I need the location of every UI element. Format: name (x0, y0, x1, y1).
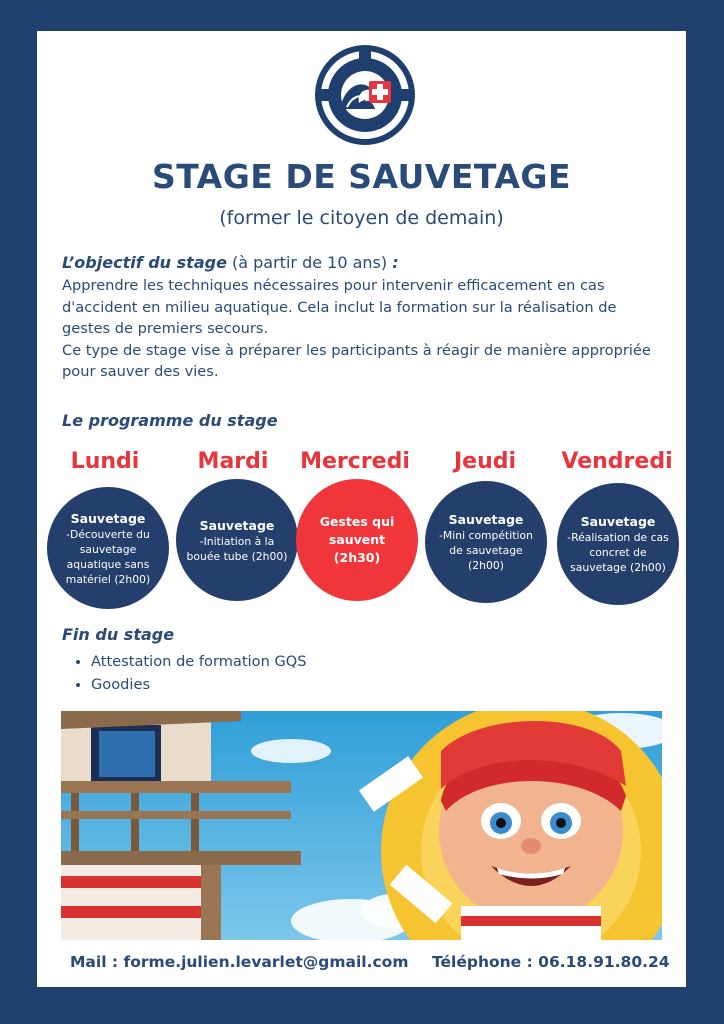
session-title: Sauvetage (199, 517, 275, 533)
list-item: • Attestation de formation GQS (91, 650, 307, 673)
objective-paragraph-2: Ce type de stage vise à préparer les participants à réagir de manière appropriée pour sauver des vies. (62, 341, 651, 380)
day-label-tuesday: Mardi (197, 449, 269, 474)
session-description: -Réalisation de cas concret de sauvetage (2h00) (567, 531, 669, 574)
list-item: • Goodies (91, 673, 307, 696)
lifeguard-child-illustration (61, 711, 662, 940)
objective-heading-colon: : (392, 253, 399, 272)
lifebuoy-logo-icon (313, 43, 417, 147)
email-link[interactable]: Mail : forme.julien.levarlet@gmail.com (70, 953, 409, 971)
session-circle-thursday (425, 481, 547, 603)
logo-number: 60 (358, 132, 372, 142)
objective-body (62, 275, 662, 383)
session-title: Sauvetage (580, 514, 656, 529)
phone-link[interactable]: Téléphone : 06.18.91.80.24 (432, 953, 670, 971)
session-title: Gestes qui sauvent (2h30) (319, 514, 395, 565)
objective-heading-emphasis: L’objectif du stage (62, 253, 227, 272)
day-label-thursday: Jeudi (453, 449, 517, 474)
end-heading: Fin du stage (62, 625, 175, 644)
page-title: STAGE DE SAUVETAGE (151, 157, 572, 196)
session-title: Sauvetage (70, 510, 146, 526)
end-list (75, 650, 307, 696)
objective-heading-age: (à partir de 10 ans) (226, 253, 393, 272)
objective-heading (62, 253, 399, 272)
page-subtitle: (former le citoyen de demain) (219, 207, 504, 229)
session-description: -Découverte du sauvetage aquatique sans matériel (2h00) (65, 527, 151, 586)
session-description: -Initiation à la bouée tube (2h00) (186, 534, 288, 563)
session-circle-tuesday (176, 479, 298, 601)
day-label-friday: Vendredi (561, 449, 673, 474)
day-label-wednesday: Mercredi (300, 449, 410, 474)
session-description: -Mini compétition de sauvetage (2h00) (439, 529, 533, 572)
session-circle-wednesday (296, 479, 418, 601)
day-label-monday: Lundi (70, 449, 140, 474)
objective-paragraph-1: Apprendre les techniques nécessaires pour intervenir efficacement en cas d'accident en milieu aquatique. Cela inclut la formation sur la réalisation de gestes de premiers secours. (62, 277, 617, 337)
session-circle-friday (557, 483, 679, 605)
session-title: Sauvetage (448, 512, 524, 527)
program-heading: Le programme du stage (62, 411, 278, 430)
flyer-sheet (37, 31, 686, 987)
session-circle-monday (47, 487, 169, 609)
